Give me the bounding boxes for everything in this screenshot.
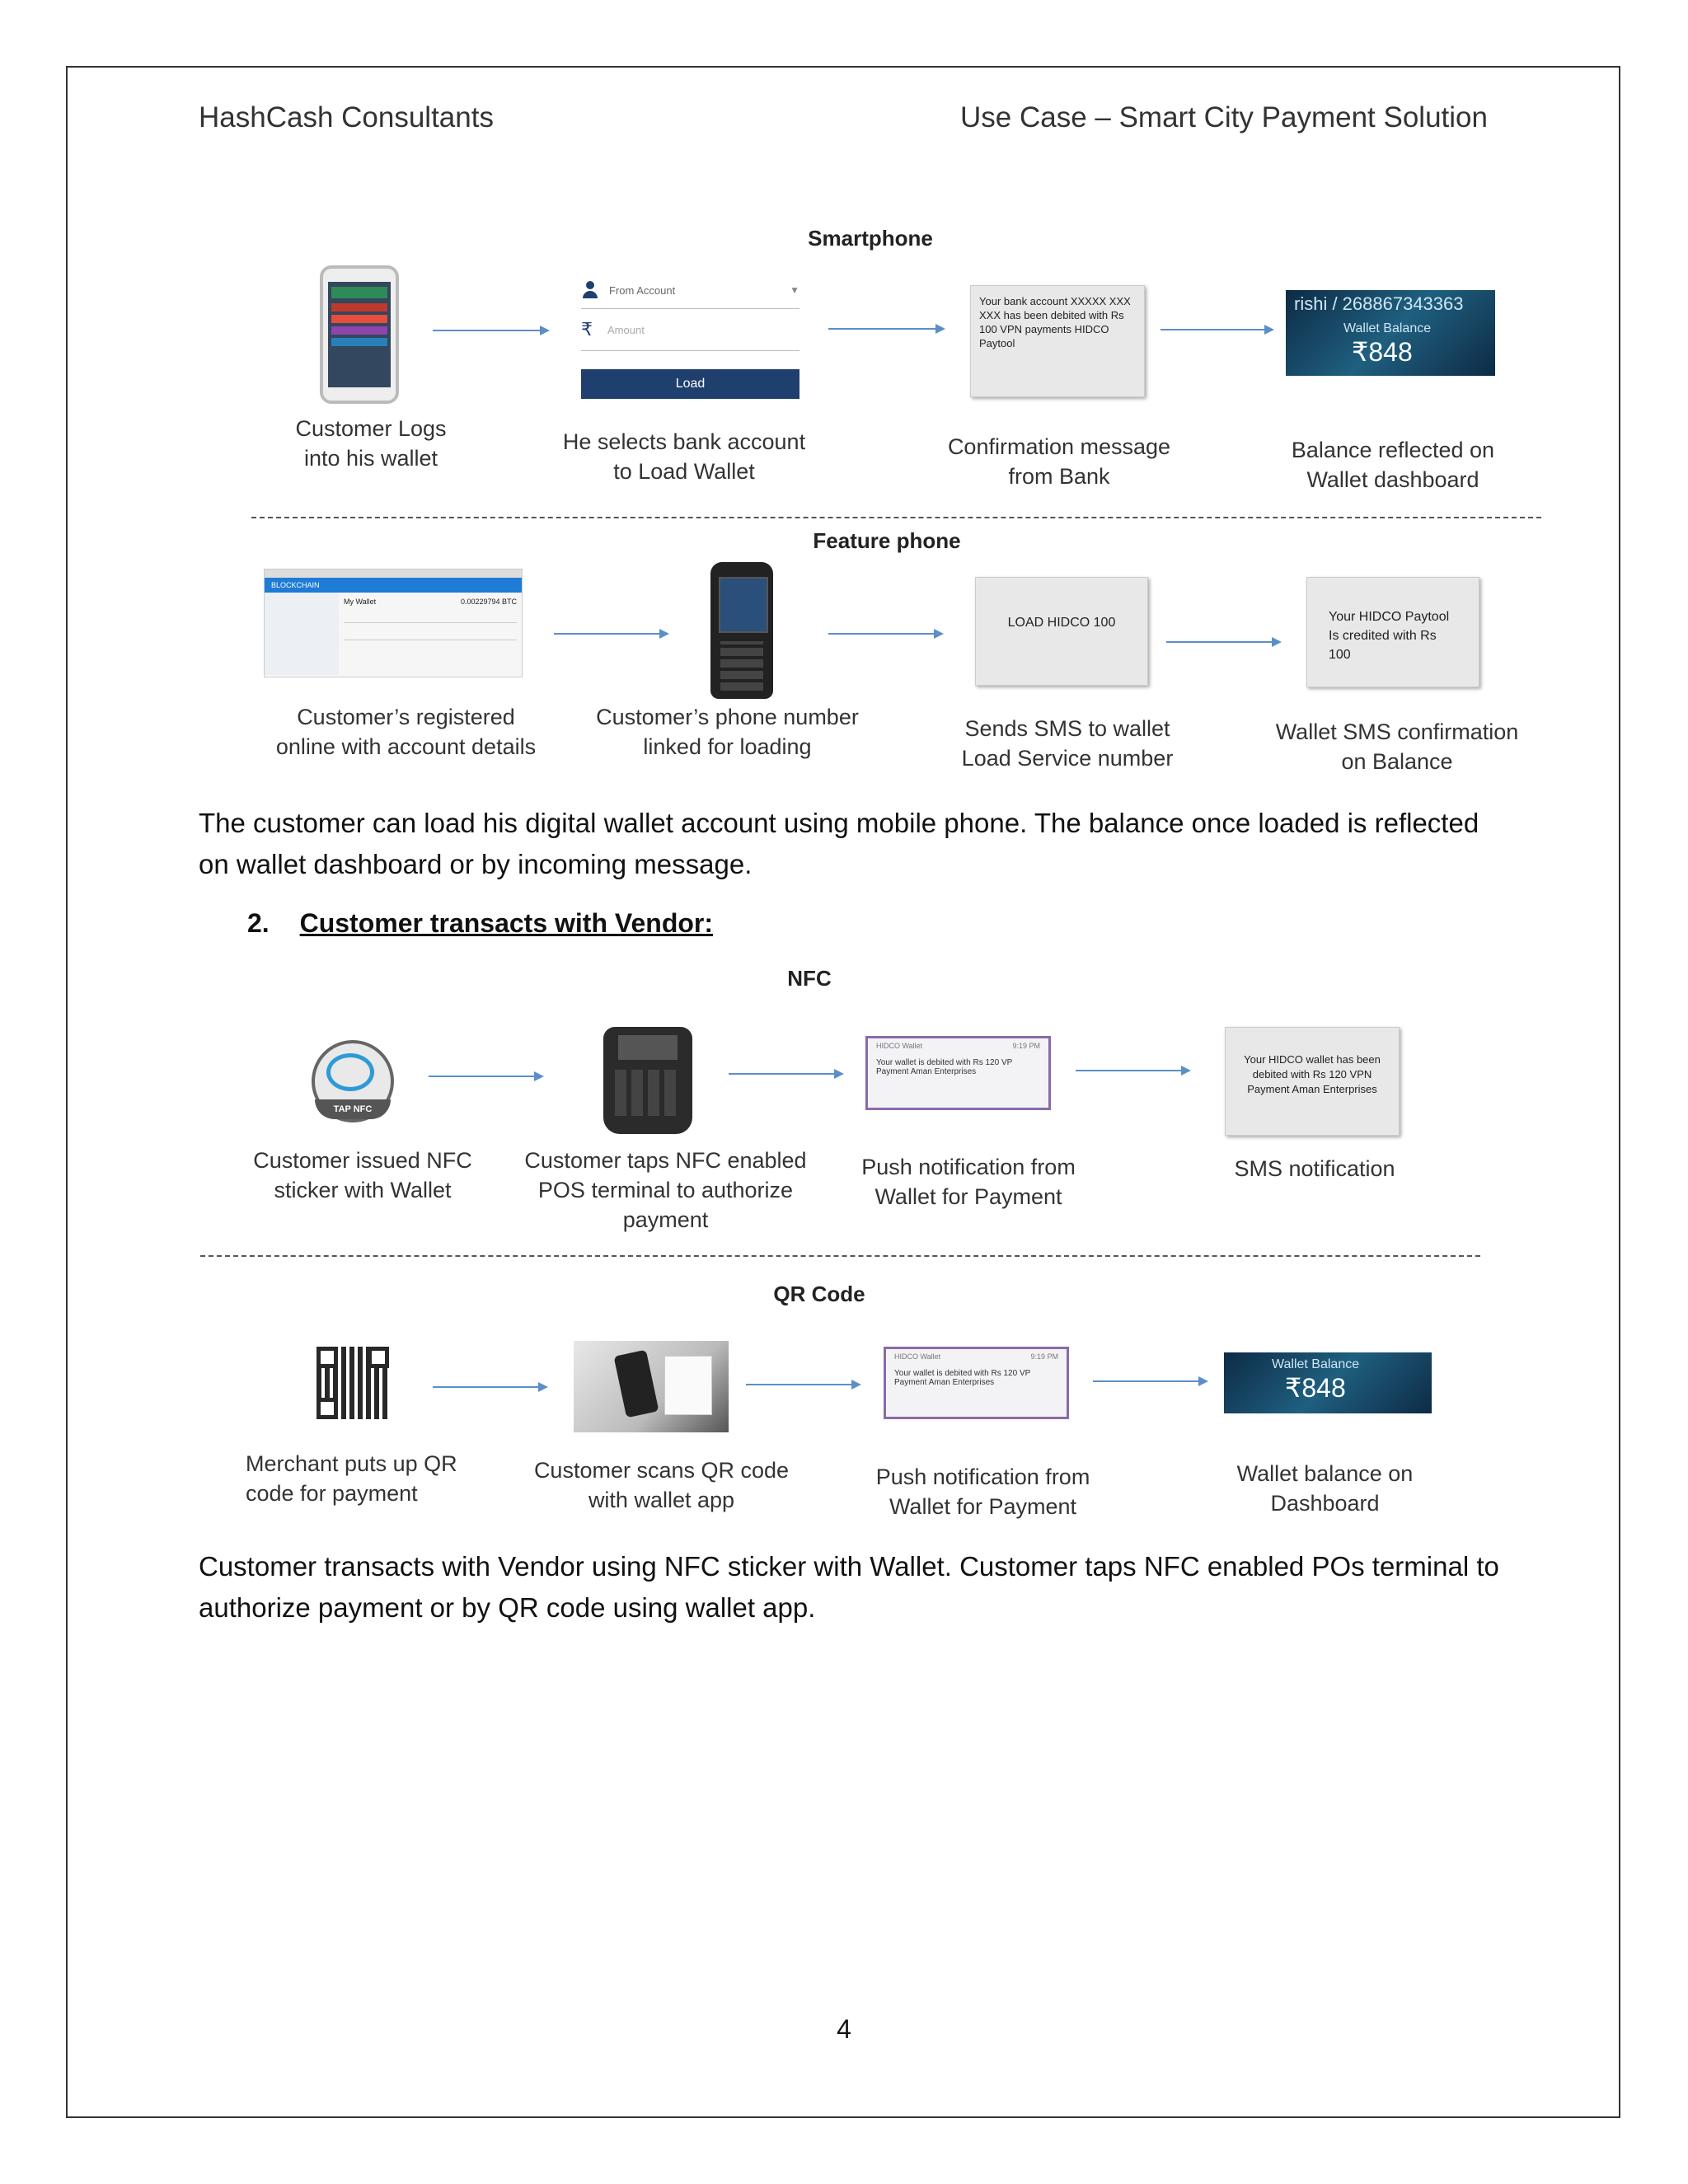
tap-nfc-label: TAP NFC	[315, 1099, 391, 1119]
user-icon	[581, 281, 599, 299]
caption: Customer’s registered online with account details	[275, 705, 537, 759]
chevron-down-icon: ▼	[790, 284, 799, 296]
smartphone-title: Smartphone	[808, 226, 933, 251]
header-company: HashCash Consultants	[199, 101, 494, 134]
section-number: 2.	[247, 908, 270, 938]
divider	[200, 1255, 1480, 1257]
arrow	[1093, 1380, 1207, 1382]
wallet-balance-amount: ₹848	[1352, 337, 1413, 367]
web-wallet-balance: 0.00229794 BTC	[460, 598, 517, 606]
wallet-balance-label: Wallet Balance	[1343, 321, 1432, 335]
caption: Confirmation message from Bank	[947, 434, 1171, 489]
pos-terminal-image	[603, 1027, 692, 1134]
caption: Customer’s phone number linked for loading	[596, 705, 859, 759]
arrow	[429, 1076, 542, 1077]
wallet-balance-dashboard	[1224, 1352, 1432, 1413]
load-button: Load	[581, 369, 799, 399]
web-wallet-label: My Wallet	[344, 598, 377, 606]
wallet-user-id: rishi / 268867343363	[1294, 293, 1464, 314]
wallet-balance-amount: ₹848	[1285, 1373, 1346, 1403]
push-notification	[865, 1036, 1051, 1110]
divider	[251, 517, 1541, 518]
paragraph: The customer can load his digital wallet account using mobile phone. The balance once loaded is reflected on wallet dashboard or by incoming message.	[199, 808, 1479, 879]
qr-code-icon	[316, 1347, 389, 1419]
arrow	[746, 1384, 860, 1385]
arrow	[1076, 1070, 1189, 1071]
arrow	[1166, 641, 1280, 643]
from-account-select: From Account	[609, 284, 676, 297]
nfc-sms-message: Your HIDCO wallet has been debited with Rs 120 VPN Payment Aman Enterprises	[1225, 1027, 1400, 1136]
caption: Push notification from Wallet for Payment	[861, 1155, 1076, 1209]
caption: Customer taps NFC enabled POS terminal to authorize payment	[524, 1148, 807, 1232]
caption: He selects bank account to Load Wallet	[562, 429, 806, 484]
caption: Push notification from Wallet for Payment	[875, 1465, 1090, 1519]
wallet-balance-label: Wallet Balance	[1272, 1357, 1360, 1371]
caption: Customer Logs into his wallet	[295, 416, 447, 471]
credit-sms-message: Your HIDCO Paytool Is credited with Rs 100	[1306, 577, 1479, 687]
notif-text: Your wallet is debited with Rs 120 VP Payment Aman Enterprises	[876, 1058, 1013, 1076]
caption: Sends SMS to wallet Load Service number	[961, 716, 1174, 771]
caption: Merchant puts up QR code for payment	[246, 1451, 457, 1506]
notif-time: 9:19 PM	[1030, 1352, 1058, 1361]
arrow	[433, 330, 548, 331]
caption: Customer scans QR code with wallet app	[533, 1458, 790, 1512]
load-sms-message: LOAD HIDCO 100	[975, 577, 1148, 686]
wallet-balance-dashboard	[1286, 290, 1495, 376]
caption: SMS notification	[1234, 1156, 1395, 1181]
section-heading	[247, 908, 713, 939]
feature-phone-title: Feature phone	[813, 528, 961, 553]
notif-app-name: HIDCO Wallet	[876, 1042, 923, 1050]
arrow	[554, 633, 668, 635]
caption: Customer issued NFC sticker with Wallet	[253, 1148, 472, 1202]
nfc-title: NFC	[787, 966, 832, 991]
notif-time: 9:19 PM	[1012, 1042, 1040, 1050]
notif-app-name: HIDCO Wallet	[894, 1352, 941, 1361]
caption: Balance reflected on Wallet dashboard	[1291, 438, 1495, 492]
arrow	[1160, 329, 1273, 330]
section-title: Customer transacts with Vendor:	[299, 908, 714, 938]
load-wallet-form	[581, 272, 799, 404]
caption: Wallet SMS confirmation on Balance	[1275, 719, 1519, 774]
rupee-icon: ₹	[581, 319, 593, 340]
push-notification	[884, 1347, 1069, 1419]
arrow	[729, 1073, 842, 1075]
notif-text: Your wallet is debited with Rs 120 VP Payment Aman Enterprises	[894, 1369, 1031, 1387]
nfc-sticker-icon	[312, 1040, 394, 1122]
arrow	[828, 328, 944, 330]
page-number: 4	[837, 2014, 851, 2044]
header-title: Use Case – Smart City Payment Solution	[960, 101, 1488, 134]
online-wallet-screenshot	[264, 569, 523, 677]
bank-sms-message: Your bank account XXXXX XXX XXX has been debited with Rs 100 VPN payments HIDCO Paytool	[970, 285, 1145, 397]
amount-input: Amount	[607, 323, 645, 336]
arrow	[433, 1386, 546, 1388]
feature-phone-image	[710, 562, 773, 699]
smartphone-image	[320, 265, 399, 404]
paragraph: Customer transacts with Vendor using NFC sticker with Wallet. Customer taps NFC enabled POs terminal to authorize payment or by QR code using wallet app.	[199, 1551, 1499, 1623]
arrow	[828, 633, 942, 635]
qr-title: QR Code	[773, 1282, 865, 1306]
qr-scan-photo	[574, 1341, 729, 1432]
caption: Wallet balance on Dashboard	[1236, 1461, 1414, 1516]
blockchain-brand: BLOCKCHAIN	[265, 578, 522, 593]
